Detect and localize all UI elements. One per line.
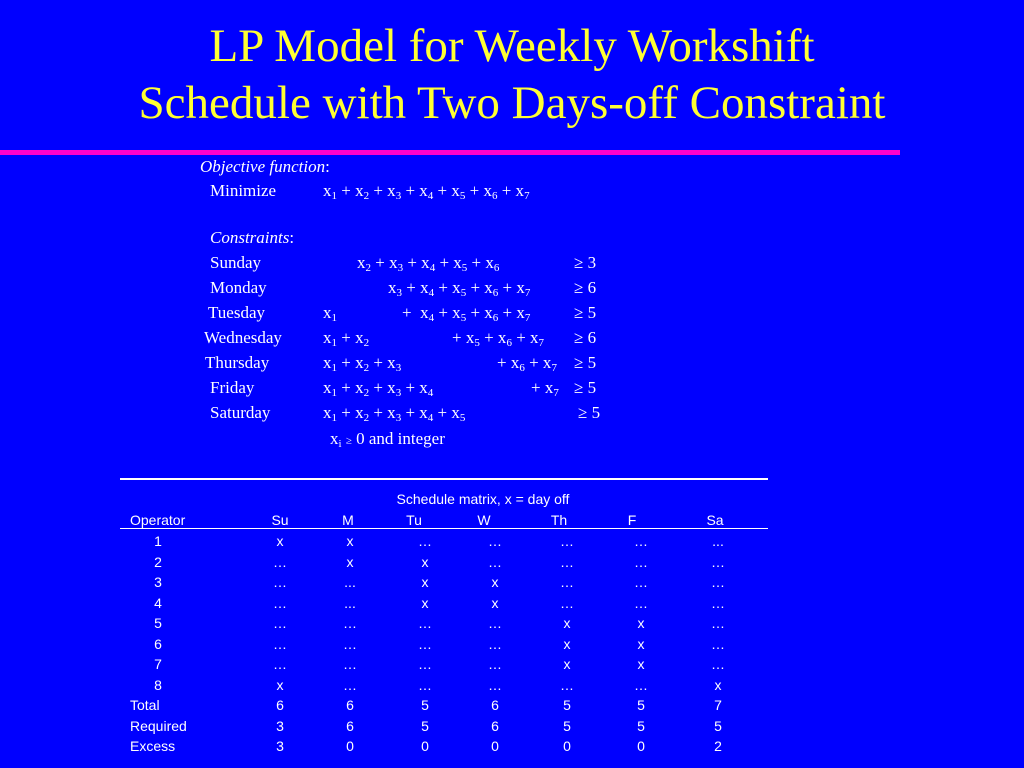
matrix-cell: ... <box>344 594 356 611</box>
matrix-cell: 2 <box>714 738 722 754</box>
matrix-cell: ... <box>712 533 724 549</box>
constraint-expression: + $x_7$ <box>531 378 559 399</box>
matrix-cell: x <box>421 574 429 590</box>
matrix-cell: x <box>637 656 645 672</box>
row-label: Total <box>130 697 160 713</box>
matrix-cell: x <box>346 553 354 570</box>
constraint-rhs: ≥ 5 <box>574 353 597 372</box>
constraint-expression: $x_1 + x_2 + x_3$ <box>323 353 402 374</box>
matrix-cell: … <box>634 533 648 549</box>
matrix-cell: x <box>491 574 499 590</box>
matrix-cell: … <box>711 574 725 590</box>
constraint-day: Wednesday <box>204 328 282 347</box>
matrix-cell: x <box>421 594 429 611</box>
matrix-cell: … <box>488 676 502 693</box>
matrix-cell: x <box>491 594 499 611</box>
matrix-cell: … <box>488 615 502 631</box>
matrix-cell: x <box>563 615 571 631</box>
constraint-expression: + $x_6 + x_7$ <box>497 353 557 374</box>
matrix-cell: … <box>711 656 725 672</box>
matrix-cell: … <box>418 676 432 693</box>
matrix-cell: … <box>273 594 287 611</box>
constraint-day: Monday <box>210 278 267 297</box>
constraint-expression: $x_1 + x_2 + x_3 + x_4$ <box>323 378 434 399</box>
schedule-header-rule <box>120 528 768 529</box>
matrix-cell: … <box>560 574 574 590</box>
constraint-expression: + $x_5 + x_6 + x_7$ <box>452 328 545 349</box>
matrix-cell: … <box>560 676 574 693</box>
matrix-cell: … <box>488 533 502 549</box>
matrix-cell: … <box>273 656 287 672</box>
matrix-cell: … <box>711 615 725 631</box>
matrix-cell: 5 <box>637 717 645 734</box>
matrix-cell: 5 <box>563 697 571 713</box>
schedule-caption: Schedule matrix, x = day off <box>396 491 570 507</box>
constraint-day: Saturday <box>210 403 271 422</box>
objective-heading: Objective function: <box>200 157 330 176</box>
matrix-cell: … <box>418 615 432 631</box>
matrix-cell: … <box>418 656 432 672</box>
matrix-cell: 6 <box>276 697 284 713</box>
matrix-cell: … <box>343 635 357 652</box>
constraint-rhs: ≥ 6 <box>574 278 597 297</box>
matrix-cell: 3 <box>276 738 284 754</box>
matrix-cell: 5 <box>421 697 429 713</box>
row-label: 4 <box>154 594 162 611</box>
matrix-cell: x <box>637 635 645 652</box>
matrix-cell: … <box>418 635 432 652</box>
title-divider <box>0 150 900 155</box>
constraint-day: Friday <box>210 378 255 397</box>
row-label: Required <box>130 717 187 734</box>
row-label: 3 <box>154 574 162 590</box>
constraint-expression: $x_1 + x_2$ <box>323 328 370 349</box>
matrix-cell: … <box>634 676 648 693</box>
constraint-rhs: ≥ 6 <box>574 328 597 347</box>
matrix-cell: x <box>276 533 284 549</box>
matrix-cell: … <box>488 635 502 652</box>
constraint-rhs: ≥ 5 <box>574 378 597 397</box>
matrix-cell: x <box>714 676 722 693</box>
matrix-cell: 6 <box>346 697 354 713</box>
objective-expression: $x_1 + x_2 + x_3 + x_4 + x_5 + x_6 + x_7$ <box>323 181 530 202</box>
matrix-cell: 3 <box>276 717 284 734</box>
row-label: Excess <box>130 738 176 754</box>
column-header: Tu <box>406 512 422 528</box>
row-label: 7 <box>154 656 162 672</box>
matrix-cell: … <box>634 574 648 590</box>
matrix-cell: … <box>634 594 648 611</box>
matrix-cell: … <box>418 533 432 549</box>
matrix-cell: … <box>711 594 725 611</box>
constraint-expression: $x_1 + x_2 + x_3 + x_4 + x_5$ <box>323 403 466 424</box>
matrix-cell: 0 <box>421 738 429 754</box>
matrix-cell: … <box>560 594 574 611</box>
matrix-cell: … <box>560 533 574 549</box>
matrix-cell: x <box>421 553 429 570</box>
matrix-cell: … <box>711 635 725 652</box>
matrix-cell: … <box>488 553 502 570</box>
matrix-cell: … <box>273 635 287 652</box>
column-header: Th <box>550 512 568 528</box>
matrix-cell: 5 <box>714 717 722 734</box>
matrix-cell: 0 <box>491 738 499 754</box>
row-label: 5 <box>154 615 162 631</box>
column-header: Operator <box>130 512 186 528</box>
constraints-heading: Constraints: <box>210 228 295 247</box>
column-header: M <box>342 512 354 528</box>
matrix-cell: ... <box>344 574 356 590</box>
matrix-cell: x <box>276 676 284 693</box>
column-header: W <box>477 512 491 528</box>
constraint-expression: $x_1$ <box>323 303 337 324</box>
minimize-label: Minimize <box>210 181 277 200</box>
slide-title <box>0 18 1024 132</box>
matrix-cell: x <box>563 635 571 652</box>
column-header: F <box>627 512 637 528</box>
matrix-cell: … <box>273 574 287 590</box>
matrix-cell: 7 <box>714 697 722 713</box>
matrix-cell: … <box>343 656 357 672</box>
constraint-day: Thursday <box>205 353 270 372</box>
schedule-divider <box>120 478 768 480</box>
matrix-cell: 6 <box>491 697 499 713</box>
matrix-cell: … <box>273 615 287 631</box>
matrix-cell: 0 <box>637 738 645 754</box>
matrix-cell: 6 <box>491 717 499 734</box>
matrix-cell: … <box>634 553 648 570</box>
title-line-1: LP Model for Weekly Workshift <box>209 20 815 72</box>
matrix-cell: 5 <box>421 717 429 734</box>
constraint-rhs: ≥ 3 <box>574 253 597 272</box>
matrix-cell: … <box>560 553 574 570</box>
row-label: 2 <box>154 553 162 570</box>
matrix-cell: x <box>563 656 571 672</box>
title-line-2: Schedule with Two Days-off Constraint <box>138 77 886 129</box>
matrix-cell: … <box>711 553 725 570</box>
constraint-expression: + $x_4 + x_5 + x_6 + x_7$ <box>402 303 531 324</box>
matrix-cell: x <box>637 615 645 631</box>
nonnegativity-constraint: $x_i \ge 0$ and integer <box>330 429 445 450</box>
matrix-cell: 0 <box>563 738 571 754</box>
matrix-cell: x <box>346 533 354 549</box>
matrix-cell: … <box>488 656 502 672</box>
row-label: 6 <box>154 635 162 652</box>
matrix-cell: 5 <box>637 697 645 713</box>
constraint-expression: $x_2 + x_3 + x_4 + x_5 + x_6$ <box>357 253 500 274</box>
constraint-day: Tuesday <box>208 303 265 322</box>
constraint-expression: $x_3 + x_4 + x_5 + x_6 + x_7$ <box>388 278 531 299</box>
matrix-cell: … <box>343 615 357 631</box>
matrix-cell: … <box>273 553 287 570</box>
matrix-cell: … <box>343 676 357 693</box>
constraint-rhs: ≥ 5 <box>574 303 597 322</box>
row-label: 1 <box>154 533 162 549</box>
constraint-day: Sunday <box>210 253 261 272</box>
matrix-cell: 0 <box>346 738 354 754</box>
column-header: Su <box>271 512 289 528</box>
matrix-cell: 5 <box>563 717 571 734</box>
constraint-rhs: ≥ 5 <box>578 403 601 422</box>
row-label: 8 <box>154 676 162 693</box>
matrix-cell: 6 <box>346 717 354 734</box>
column-header: Sa <box>706 512 724 528</box>
